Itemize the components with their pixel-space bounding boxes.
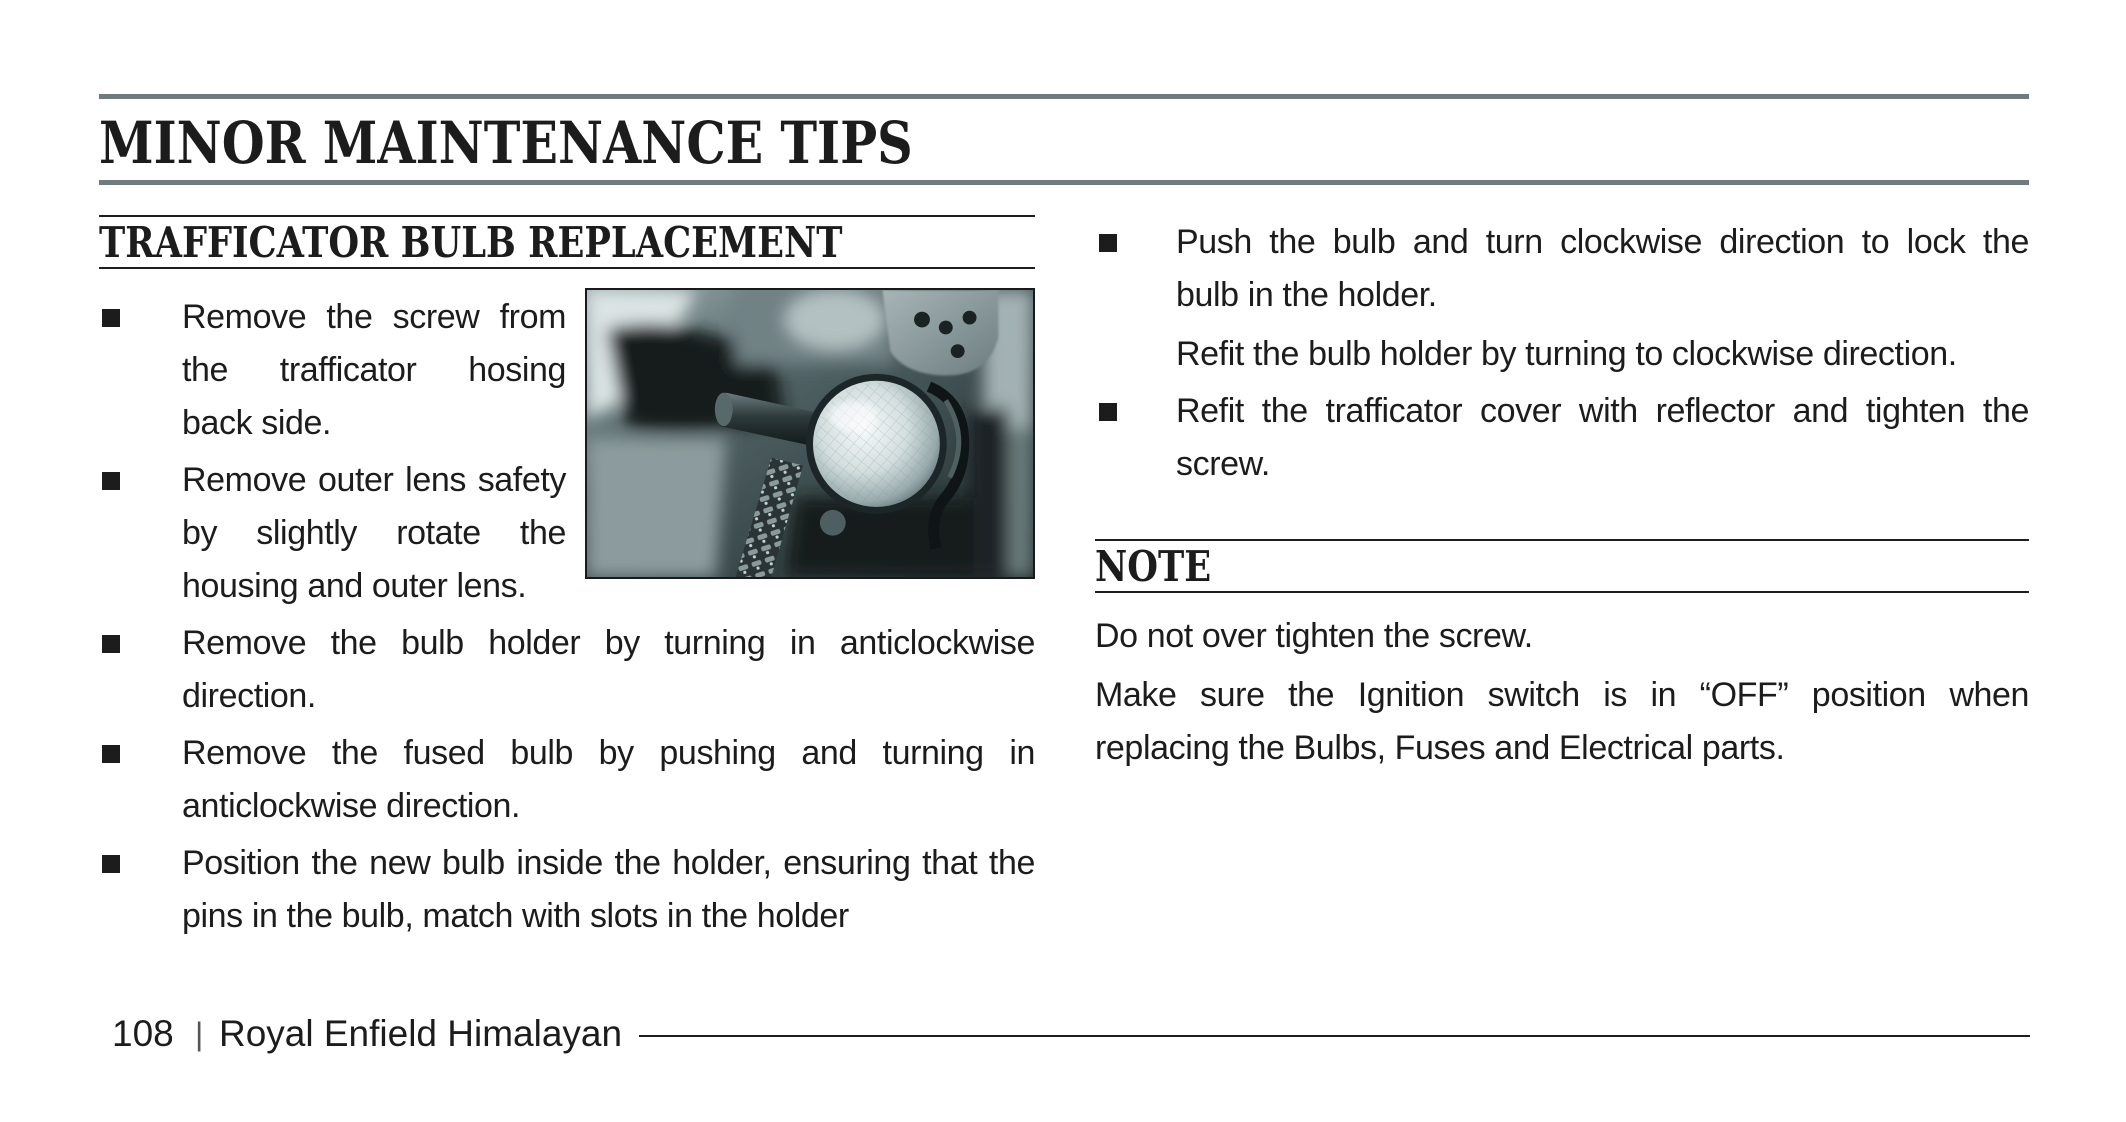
list-item-continuation: Refit the bulb holder by turning to clockwise direction. (1176, 335, 1957, 373)
list-item (99, 727, 1035, 833)
list-item-line: housing and outer lens. (182, 567, 527, 605)
note-heading-text: NOTE (1095, 542, 1212, 591)
section-heading (99, 218, 984, 267)
square-bullet-icon (102, 309, 120, 327)
list-item-line: anticlockwise direction. (182, 787, 521, 825)
section-heading-text: TRAFFICATOR BULB REPLACEMENT (99, 218, 843, 267)
list-item (1095, 385, 2029, 491)
list-item-line: screw. (1176, 445, 1270, 483)
page-number: 108 (112, 1013, 174, 1054)
note-heading-top-rule (1095, 539, 2029, 541)
list-item-line: Remove outer lens safety (182, 461, 566, 499)
square-bullet-icon (1099, 234, 1117, 252)
list-item-line: Push the bulb and turn clockwise direction to lock the (1176, 223, 2029, 261)
list-item (99, 837, 1035, 943)
list-item-line: direction. (182, 677, 316, 715)
note-line: replacing the Bulbs, Fuses and Electrical parts. (1095, 729, 1785, 767)
section-heading-top-rule (99, 215, 1035, 217)
replacement-steps-list (99, 291, 1035, 943)
square-bullet-icon (102, 472, 120, 490)
note-paragraph (1095, 610, 2029, 663)
footer-rule (639, 1035, 2030, 1037)
list-item (99, 291, 1035, 450)
header-top-rule (99, 94, 2029, 99)
square-bullet-icon (102, 855, 120, 873)
list-item-line: the trafficator hosing (182, 351, 566, 389)
list-item (99, 454, 1035, 613)
square-bullet-icon (1099, 403, 1117, 421)
page-title (99, 109, 1056, 177)
header-bottom-rule (99, 180, 2029, 185)
note-heading (1095, 542, 1233, 591)
square-bullet-icon (102, 635, 120, 653)
list-item-line: by slightly rotate the (182, 514, 566, 552)
section-heading-bottom-rule (99, 267, 1035, 269)
list-item-line: Refit the trafficator cover with reflector and tighten the (1176, 392, 2029, 430)
replacement-steps-list-continued (1095, 216, 2029, 491)
list-item (1095, 216, 2029, 381)
note-line: Make sure the Ignition switch is in “OFF” position when (1095, 676, 2029, 714)
list-item-line: pins in the bulb, match with slots in the holder (182, 897, 849, 935)
list-item-line: back side. (182, 404, 332, 442)
list-item-line: Remove the screw from (182, 298, 566, 336)
list-item-line: Remove the fused bulb by pushing and turning in (182, 734, 1035, 772)
footer-separator: | (195, 1016, 204, 1052)
list-item (99, 617, 1035, 723)
note-line: Do not over tighten the screw. (1095, 617, 1533, 655)
page-title-text: MINOR MAINTENANCE TIPS (99, 109, 913, 177)
square-bullet-icon (102, 745, 120, 763)
list-item-line: bulb in the holder. (1176, 276, 1437, 314)
list-item-line: Position the new bulb inside the holder, ensuring that the (182, 844, 1035, 882)
note-body (1095, 610, 2029, 775)
note-paragraph (1095, 669, 2029, 775)
list-item-line: Remove the bulb holder by turning in anticlockwise (182, 624, 1035, 662)
footer-book-title: Royal Enfield Himalayan (219, 1013, 623, 1054)
note-heading-bottom-rule (1095, 591, 2029, 593)
